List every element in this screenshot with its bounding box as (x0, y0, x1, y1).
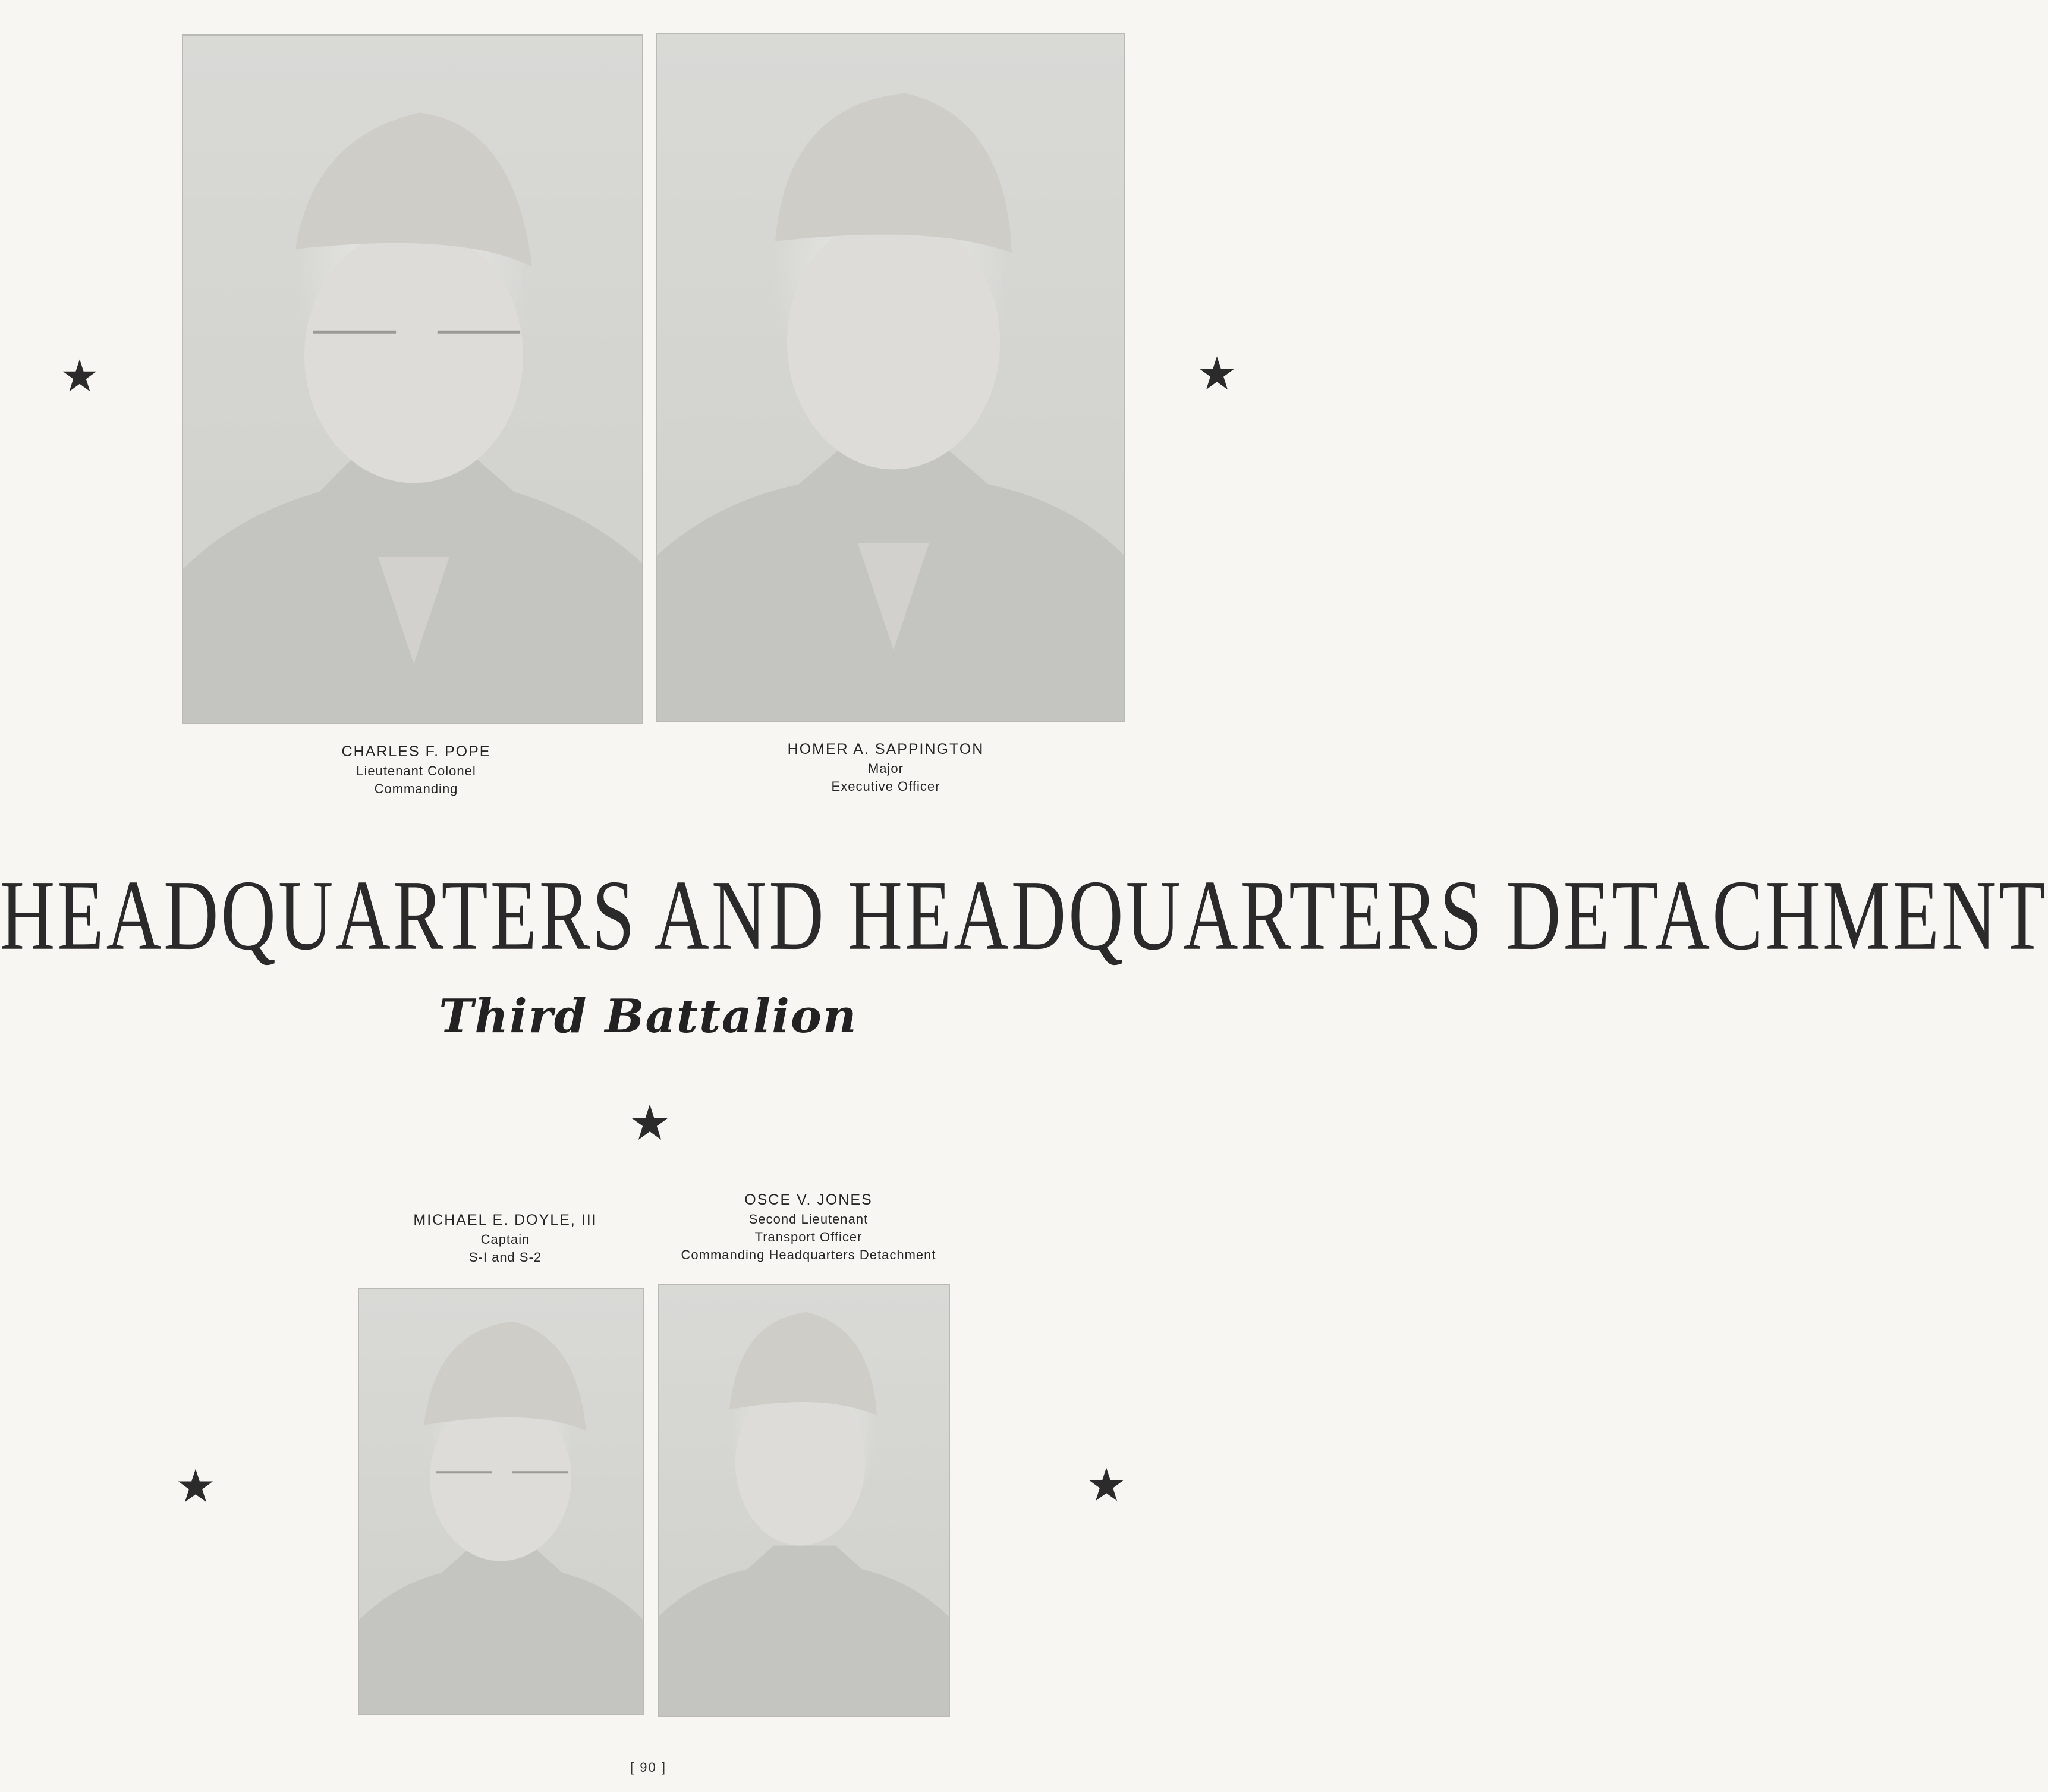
officer-role: Executive Officer (831, 779, 940, 794)
caption-sappington (719, 738, 1052, 796)
officer-rank: Major (867, 761, 904, 776)
officer-rank: Lieutenant Colonel (356, 763, 476, 778)
portrait-silhouette (659, 1285, 949, 1716)
star-icon (630, 1103, 669, 1142)
caption-jones (642, 1189, 975, 1264)
officer-name: HOMER A. SAPPINGTON (787, 741, 984, 757)
portrait-silhouette (657, 34, 1124, 721)
officer-name: MICHAEL E. DOYLE, III (413, 1212, 597, 1228)
officer-name: CHARLES F. POPE (341, 743, 491, 760)
officer-name: OSCE V. JONES (744, 1191, 873, 1208)
officer-role-2: Commanding Headquarters Detachment (681, 1247, 936, 1262)
officer-rank: Captain (480, 1232, 530, 1247)
page-number: [ 90 ] (630, 1760, 666, 1775)
page-subtitle: Third Battalion (439, 989, 858, 1043)
officer-rank: Second Lieutenant (748, 1212, 869, 1227)
star-icon (62, 358, 97, 394)
officer-role: Transport Officer (754, 1230, 863, 1244)
star-icon (177, 1467, 214, 1504)
caption-pope (268, 741, 565, 798)
portrait-photo-doyle (358, 1288, 644, 1715)
officer-role: S-I and S-2 (468, 1250, 542, 1265)
portrait-photo-pope (182, 34, 643, 724)
page-title: HEADQUARTERS AND HEADQUARTERS DETACHMENT (0, 859, 2048, 971)
portrait-photo-jones (658, 1284, 950, 1717)
officer-role: Commanding (374, 781, 458, 796)
star-icon (1198, 355, 1235, 392)
caption-doyle (380, 1209, 630, 1266)
portrait-silhouette (183, 36, 642, 723)
portrait-silhouette (359, 1289, 643, 1714)
star-icon (1088, 1466, 1125, 1503)
portrait-photo-sappington (656, 33, 1125, 722)
